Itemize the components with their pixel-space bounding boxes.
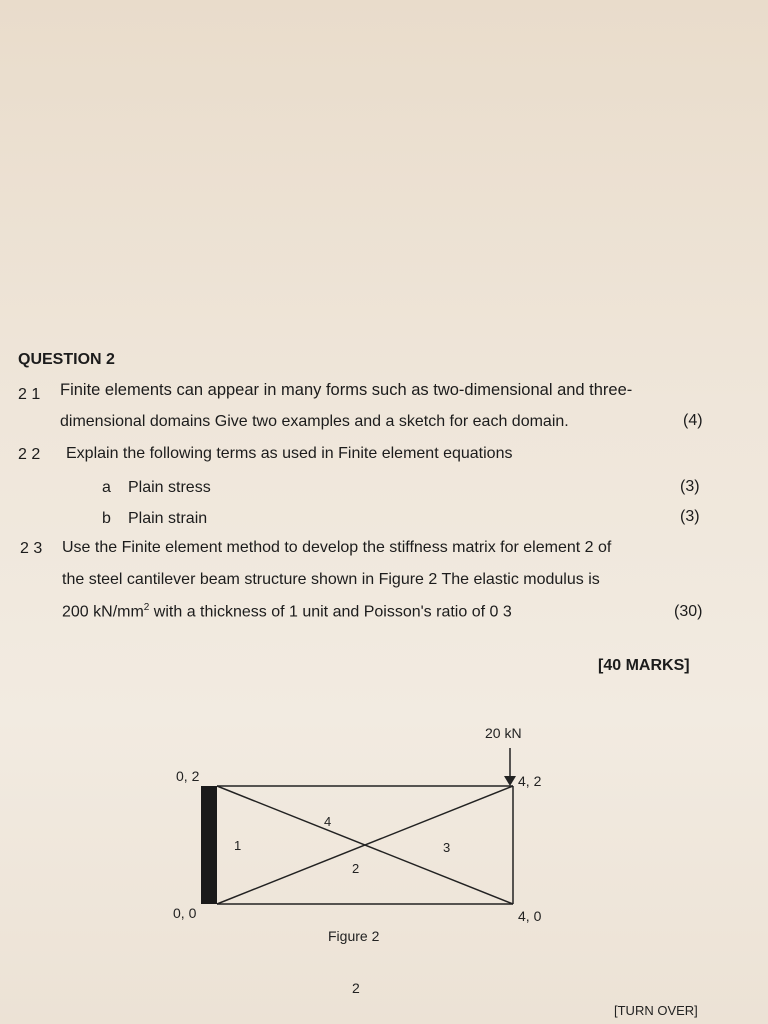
question-title: QUESTION 2 [18,351,115,368]
q2-3-line1: Use the Finite element method to develop the stiffness matrix for element 2 of [62,539,612,556]
node-label-bottom-right: 4, 0 [518,908,542,924]
q2-2-item-a-letter: a [102,479,111,496]
q2-1-number: 2 1 [18,386,41,403]
total-marks: [40 MARKS] [598,657,690,674]
page-number: 2 [352,980,360,996]
figure-caption: Figure 2 [328,928,380,944]
turn-over-label: [TURN OVER] [614,1003,698,1018]
q2-2-text: Explain the following terms as used in Finite element equations [66,445,513,462]
q2-2-item-a-marks: (3) [680,478,700,495]
q2-1-line2: dimensional domains Give two examples and a sketch for each domain. [60,413,569,430]
fixed-support-wall [201,786,217,904]
q2-3-number: 2 3 [20,540,43,557]
element-label-1: 1 [234,838,242,853]
q2-2-item-b-letter: b [102,510,111,527]
q2-1-marks: (4) [683,412,703,429]
q2-2-item-a-text: Plain stress [128,479,211,496]
load-arrow-head [504,776,516,786]
load-label: 20 kN [485,725,522,741]
node-label-bottom-left: 0, 0 [173,905,197,921]
q2-2-number: 2 2 [18,446,41,463]
element-label-2: 2 [352,861,360,876]
q2-3-line2: the steel cantilever beam structure shown in Figure 2 The elastic modulus is [62,571,600,588]
q2-3-marks: (30) [674,603,703,620]
node-label-top-right: 4, 2 [518,773,542,789]
q2-2-item-b-marks: (3) [680,508,700,525]
q2-1-line1: Finite elements can appear in many forms such as two-dimensional and three- [60,381,633,399]
q2-2-item-b-text: Plain strain [128,510,208,527]
node-label-top-left: 0, 2 [176,768,200,784]
element-label-3: 3 [443,840,451,855]
q2-3-line3: 200 $kN/mm^2$ with a thickness of 1 unit and Poisson's ratio of 0 3 [62,602,512,621]
element-label-4: 4 [324,814,332,829]
